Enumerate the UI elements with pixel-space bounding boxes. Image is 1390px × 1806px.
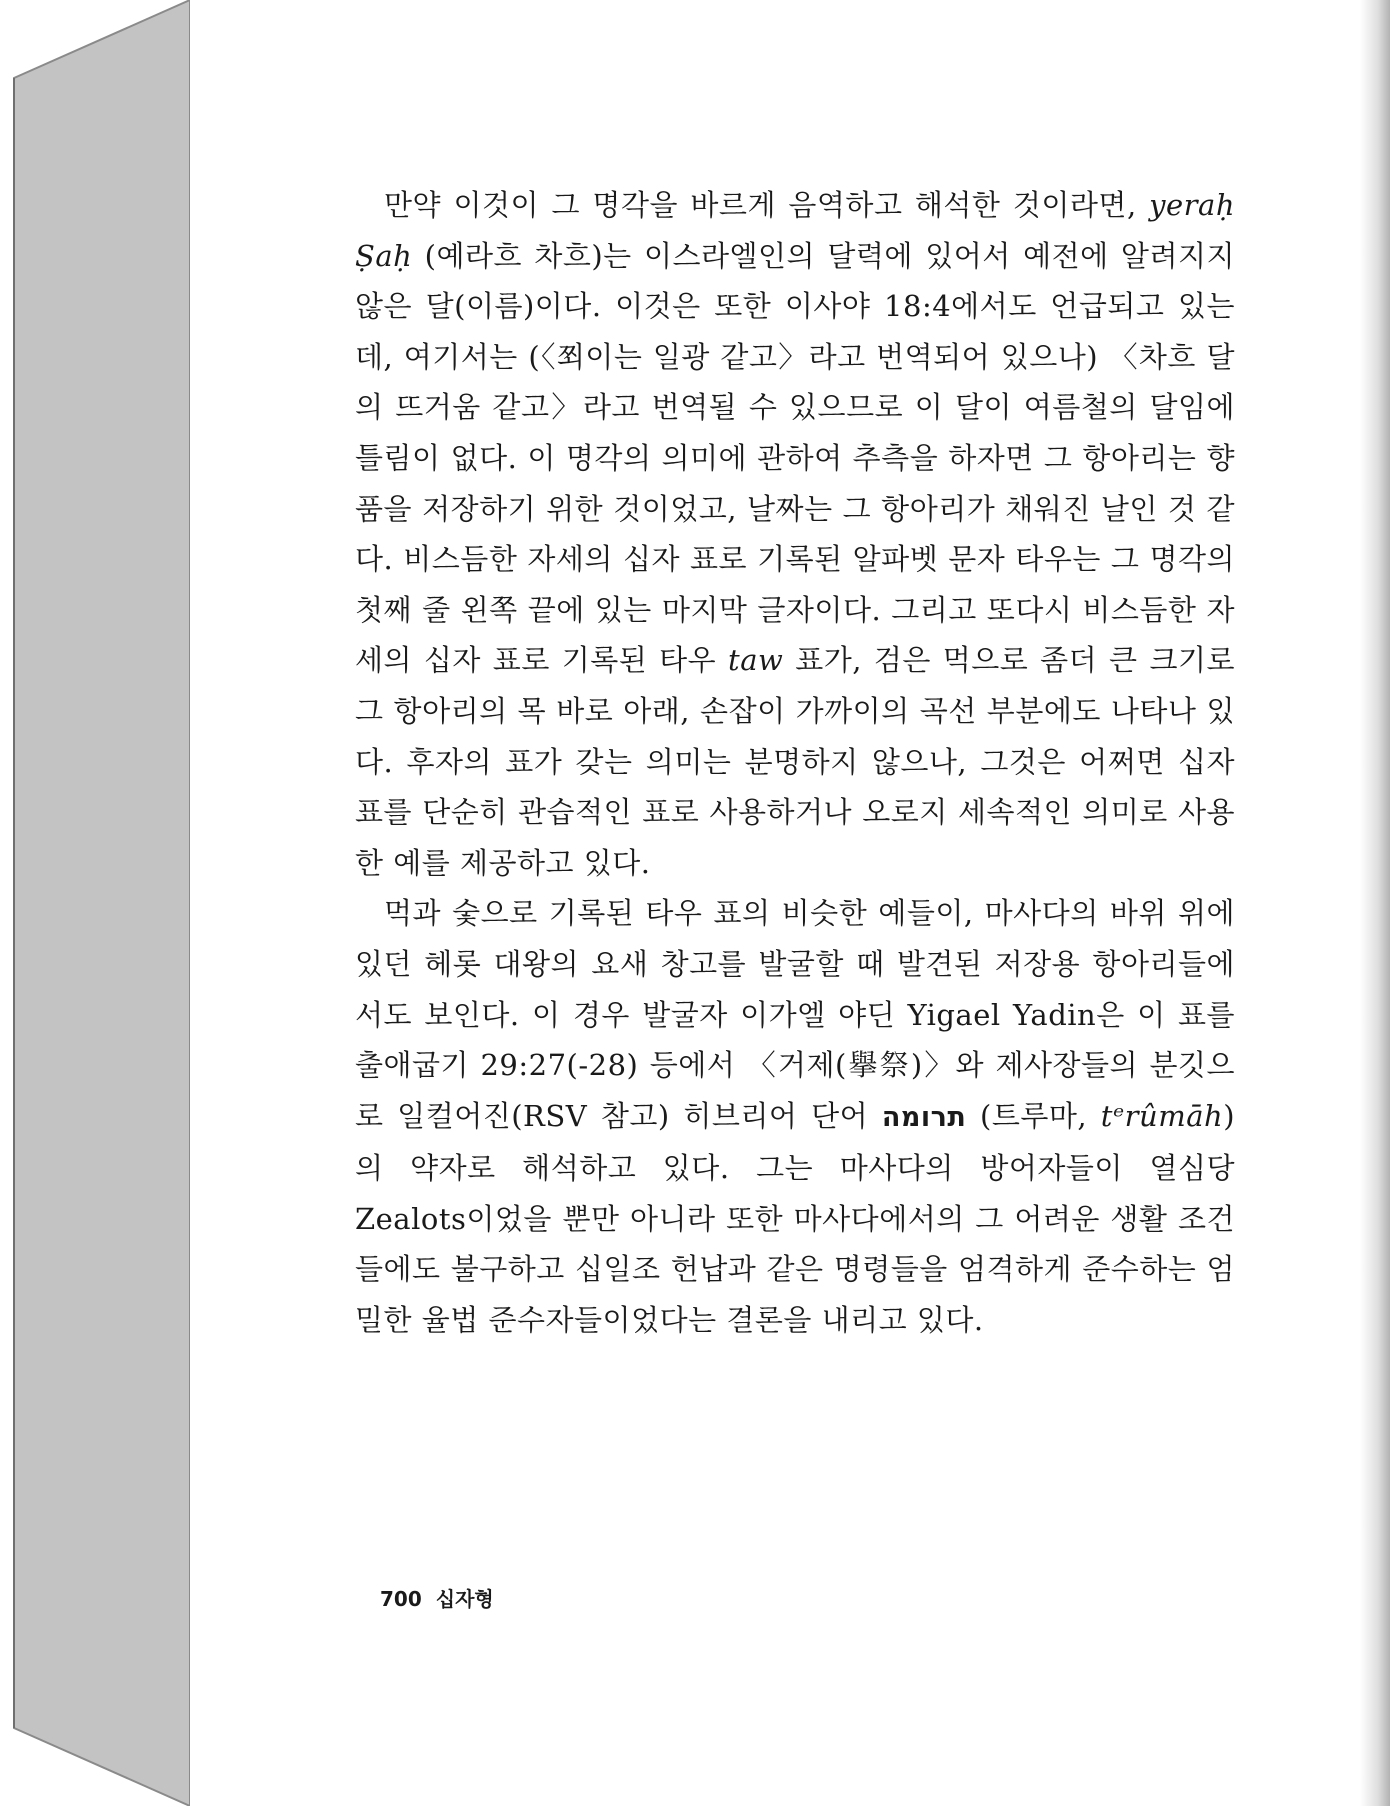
paragraph-1-text-3: 표가, 검은 먹으로 좀더 큰 크기로 그 항아리의 목 바로 아래, 손잡이 가까이의 곡선 부분에도 나타나 있다. 후자의 표가 갖는 의미는 분명하지 않으나, 그것은 어쩌면 십자 표를 단순히 관습적인 표로 사용하거나 오로지 세속적인 의미로 사용한 예를 제공하고 있다. <box>355 643 1235 880</box>
paragraph-2-text-1: 먹과 숯으로 기록된 타우 표의 비슷한 예들이, 마사다의 바위 위에 있던 헤롯 대왕의 요새 창고를 발굴할 때 발견된 저장용 항아리들에서도 보인다. 이 경우 발굴자 이가엘 야딘 Yigael Yadin은 이 표를 출애굽기 29:27(-28) 등에서 〈거제(擧祭)〉와 제사장들의 분깃으로 일컬어진(RSV 참고) 히브리어 단어 <box>355 896 1235 1133</box>
page-edge-shadow <box>1360 0 1390 1806</box>
paragraph-2-term: tᵉrûmāh <box>1100 1098 1224 1133</box>
paragraph-2-hebrew-word: תרומה <box>881 1101 967 1133</box>
paragraph-1-term-1: yeraḥ Ṣaḥ <box>355 188 1235 273</box>
paragraph-2-text-2: (트루마, <box>966 1098 1101 1133</box>
paragraph-1-text-1: 만약 이것이 그 명각을 바르게 음역하고 해석한 것이라면, <box>384 188 1150 222</box>
running-title: 십자형 <box>435 1587 494 1611</box>
paragraph-1-text-2: (예라흐 차흐)는 이스라엘인의 달력에 있어서 예전에 알려지지 않은 달(이름)이다. 이것은 또한 이사야 18:4에서도 언급되고 있는데, 여기서는 (〈쬐이는 일광 같고〉라고 번역되어 있으나) 〈차흐 달의 뜨거움 같고〉라고 번역될 수 있으므로 이 달이 여름철의 달임에 틀림이 없다. 이 명각의 의미에 관하여 추측을 하자면 그 항아리는 향품을 저장하기 위한 것이었고, 날짜는 그 항아리가 채워진 날인 것 같다. 비스듬한 자세의 십자 표로 기록된 알파벳 문자 타우는 그 명각의 첫째 줄 왼쪽 끝에 있는 마지막 글자이다. 그리고 또다시 비스듬한 자세의 십자 표로 기록된 타우 <box>355 238 1235 678</box>
page-footer <box>380 1583 494 1612</box>
paragraph-1 <box>355 180 1235 888</box>
paragraph-2 <box>355 888 1235 1345</box>
page-number: 700 <box>380 1587 422 1611</box>
paragraph-2-text-3: )의 약자로 해석하고 있다. 그는 마사다의 방어자들이 열심당 Zealots이었을 뿐만 아니라 또한 마사다에서의 그 어려운 생활 조건들에도 불구하고 십일조 헌납과 같은 명령들을 엄격하게 준수하는 엄밀한 율법 준수자들이었다는 결론을 내리고 있다. <box>355 1098 1236 1338</box>
page-body <box>355 180 1235 1346</box>
book-spine <box>0 0 200 1806</box>
paragraph-1-term-2: taw <box>728 643 784 678</box>
